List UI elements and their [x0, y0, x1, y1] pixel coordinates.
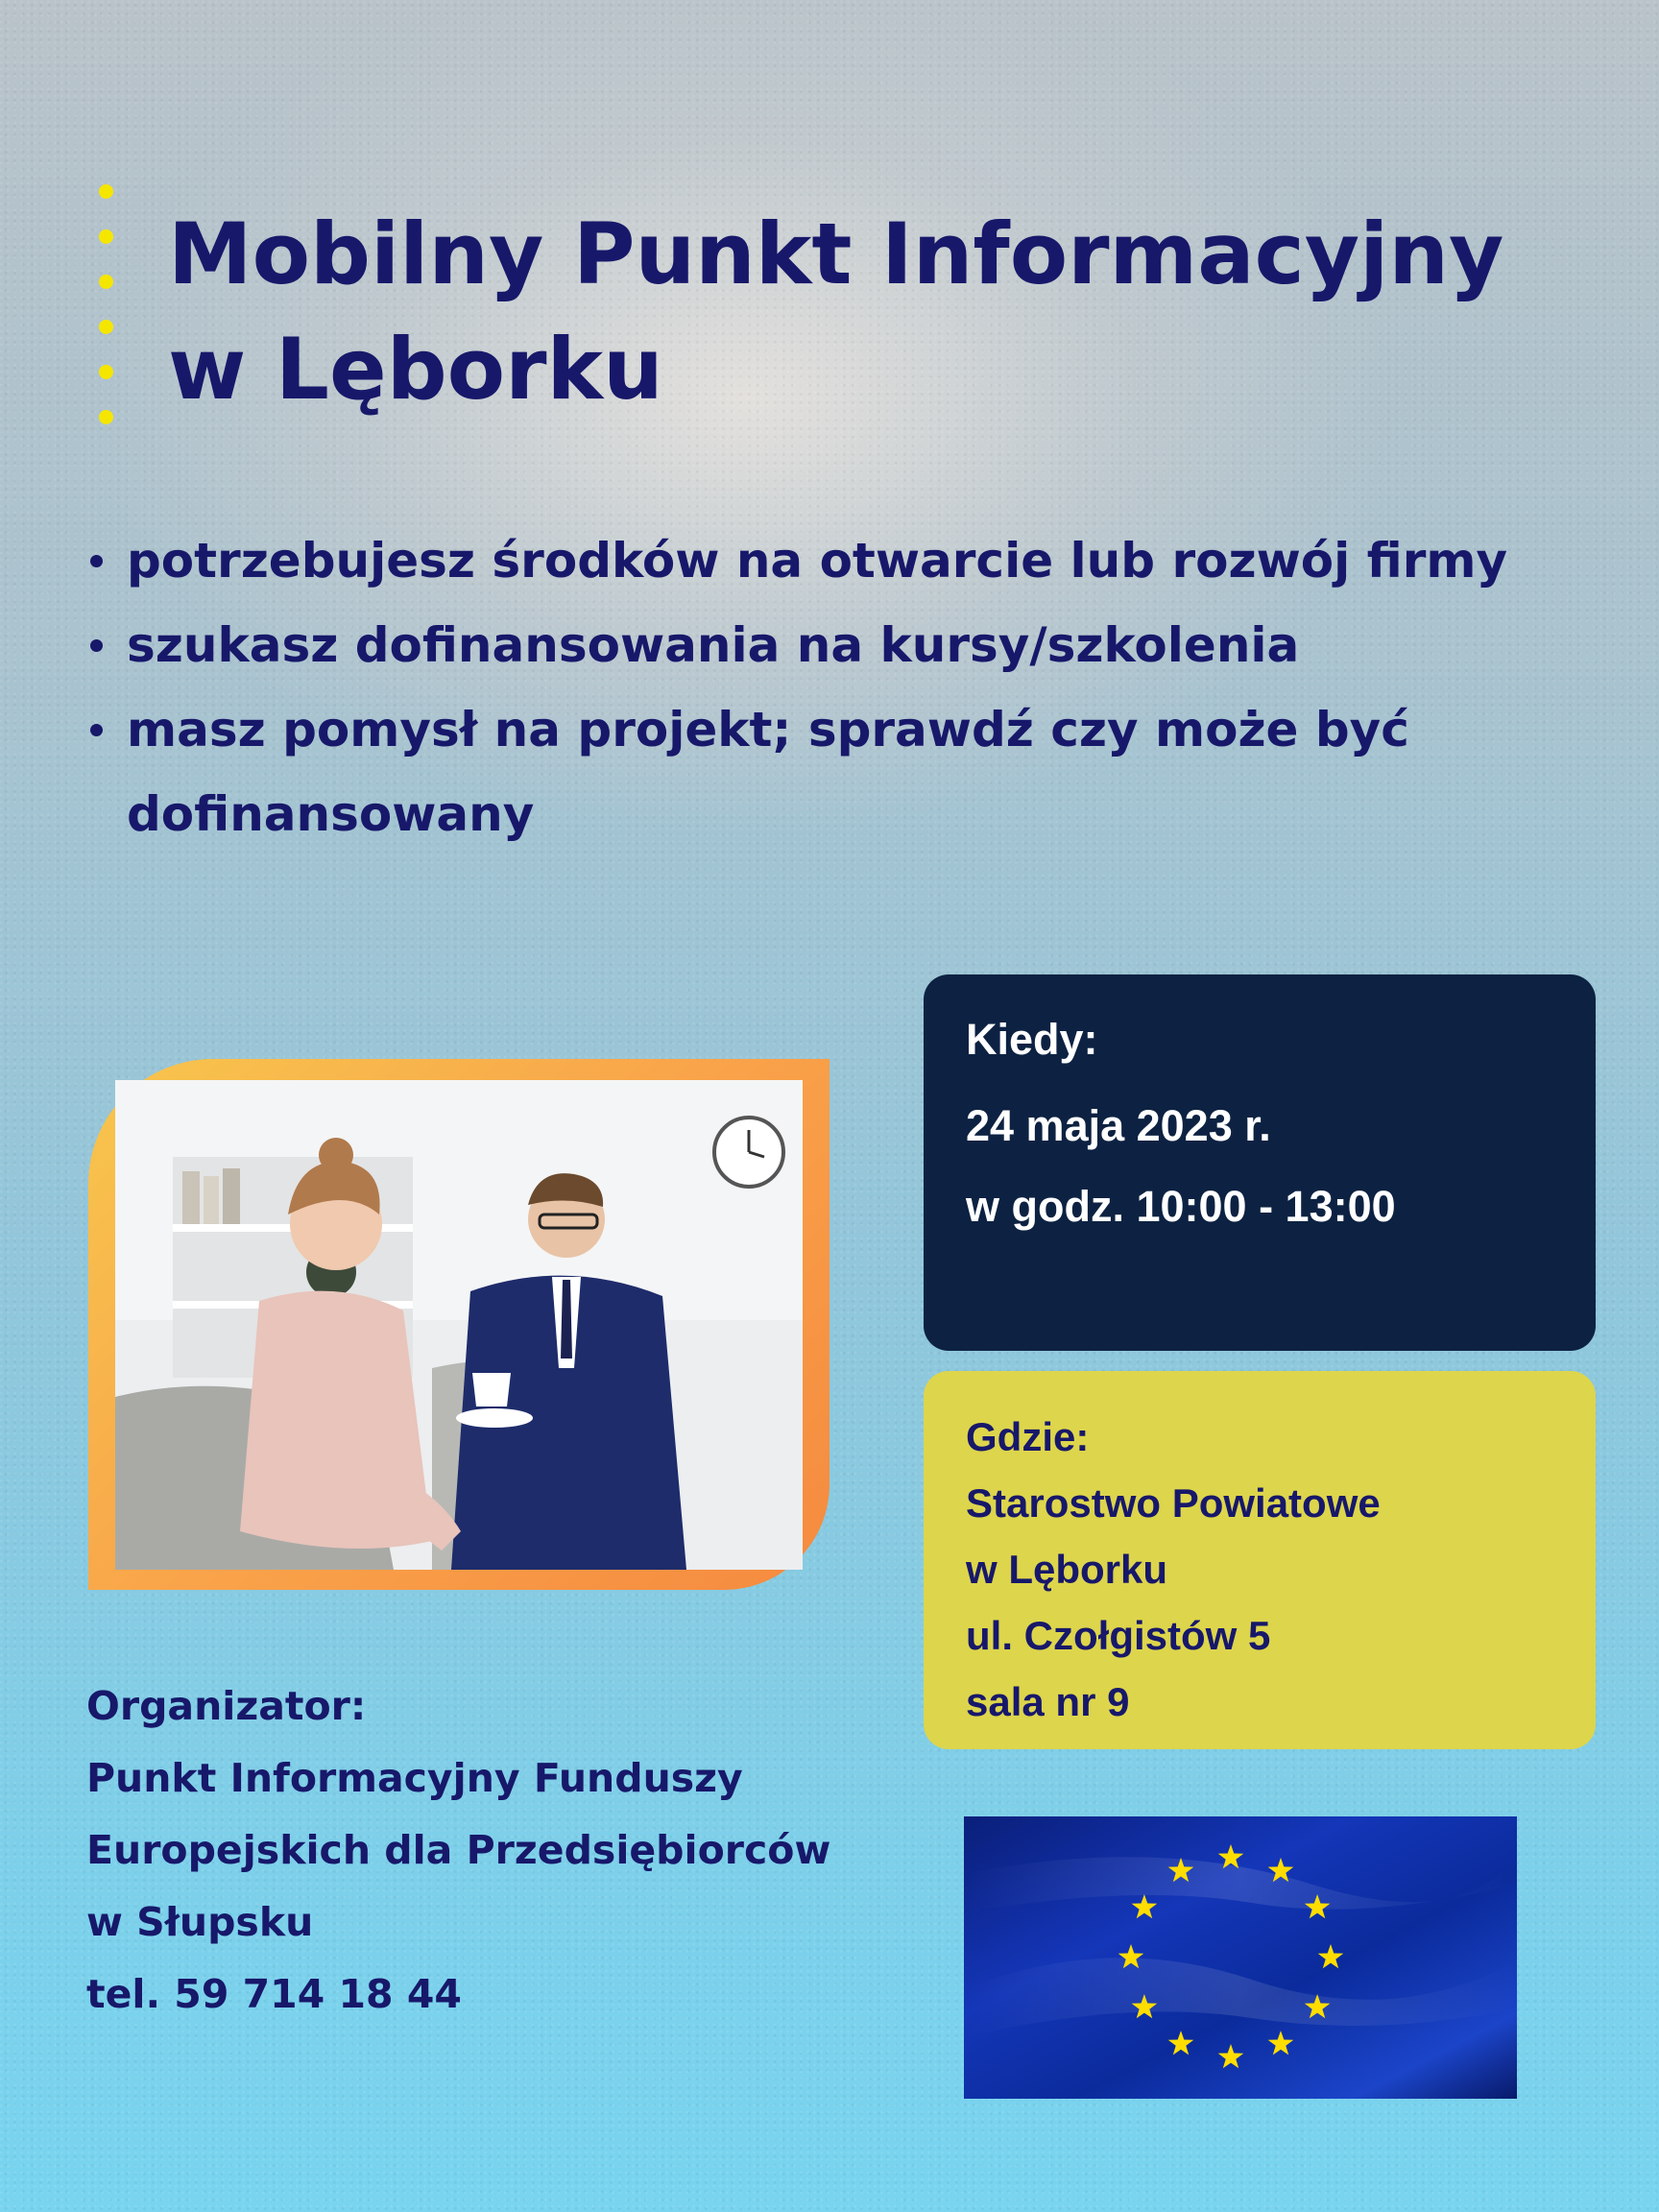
photo-frame: [88, 1059, 830, 1590]
dot-icon: [99, 320, 113, 334]
title-dots-decoration: [98, 184, 113, 424]
organizer-line-1: Punkt Informacyjny Funduszy: [86, 1755, 743, 1801]
organizer-line-2: Europejskich dla Przedsiębiorców: [86, 1827, 831, 1873]
gdzie-label: Gdzie:: [966, 1414, 1090, 1459]
location-info-box: [924, 1371, 1596, 1749]
meeting-photo: [115, 1080, 803, 1570]
organizer-label: Organizator:: [86, 1683, 367, 1729]
list-item: szukasz dofinansowania na kursy/szkolenia: [86, 603, 1527, 687]
organizer-line-3: w Słupsku: [86, 1899, 314, 1945]
date-info-box: [924, 974, 1596, 1351]
location-line-1: Starostwo Powiatowe: [966, 1480, 1381, 1526]
organizer-phone: tel. 59 714 18 44: [86, 1971, 462, 2017]
event-hours: w godz. 10:00 - 13:00: [966, 1182, 1396, 1231]
dot-icon: [99, 275, 113, 289]
location-line-2: w Lęborku: [966, 1547, 1168, 1592]
kiedy-label: Kiedy:: [966, 1015, 1098, 1064]
title-line-1: Mobilny Punkt Informacyjny: [168, 204, 1504, 303]
event-date: 24 maja 2023 r.: [966, 1101, 1271, 1150]
benefits-list: [86, 518, 1527, 856]
title-line-2: w Lęborku: [168, 320, 663, 419]
dot-icon: [99, 365, 113, 379]
dot-icon: [99, 184, 113, 199]
eu-flag-icon: [964, 1816, 1517, 2099]
page-title: [168, 197, 1560, 427]
location-line-4: sala nr 9: [966, 1679, 1130, 1724]
dot-icon: [99, 229, 113, 244]
dot-icon: [99, 410, 113, 424]
list-item: masz pomysł na projekt; sprawdź czy może być dofinansowany: [86, 687, 1527, 856]
list-item: potrzebujesz środków na otwarcie lub rozwój firmy: [86, 518, 1527, 603]
location-line-3: ul. Czołgistów 5: [966, 1613, 1271, 1658]
organizer-info: [86, 1671, 912, 2031]
